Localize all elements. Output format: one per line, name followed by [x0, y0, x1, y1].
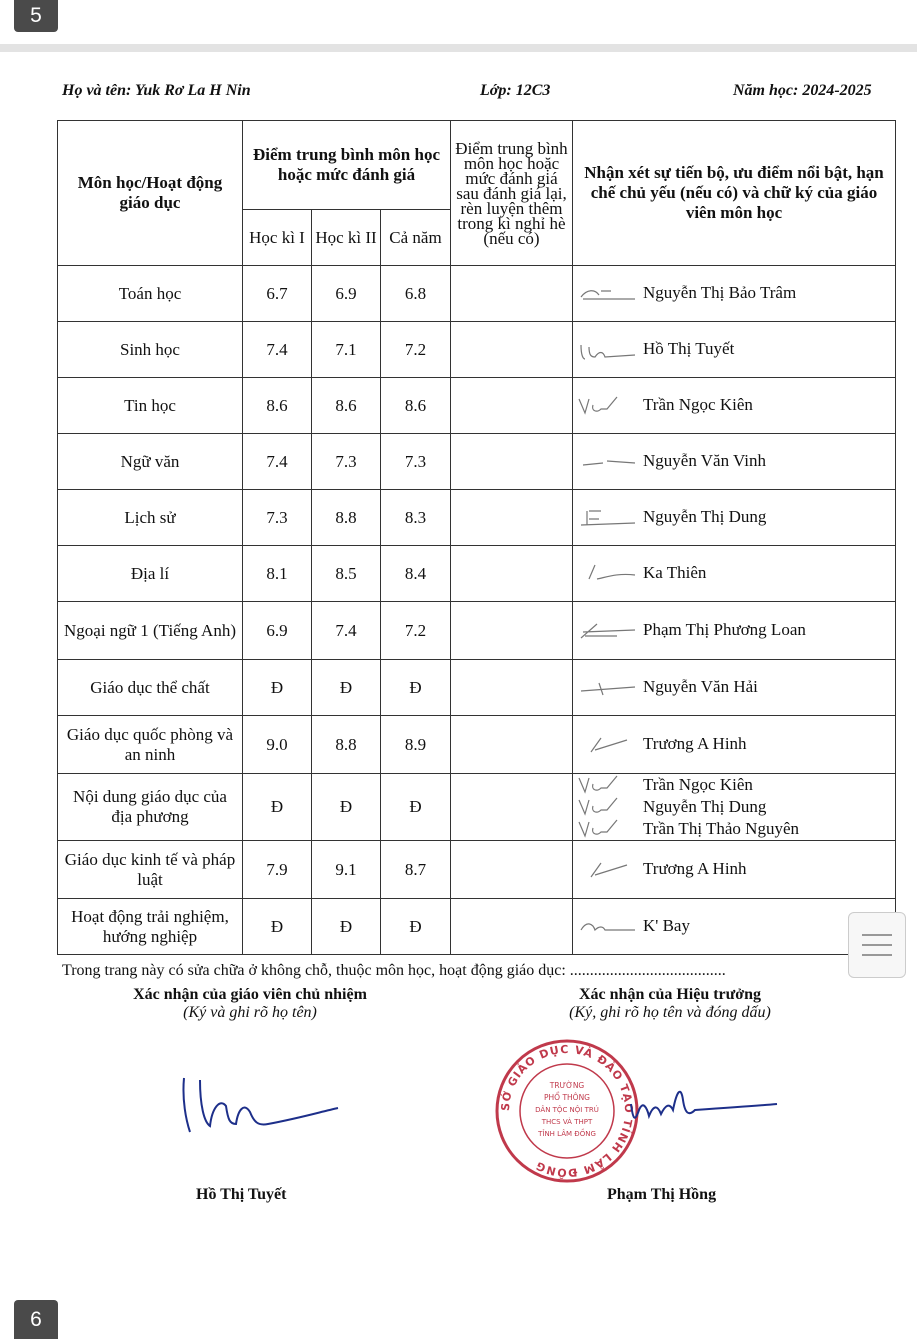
teacher-name: Trương A Hinh [643, 734, 747, 754]
hk1-score-cell: 7.3 [243, 490, 312, 546]
year-score-cell: 8.7 [381, 841, 451, 899]
menu-line-icon [862, 944, 892, 946]
hk1-score-cell: 6.7 [243, 266, 312, 322]
hk1-score-cell: 6.9 [243, 602, 312, 660]
teacher-name: Nguyễn Thị Dung [643, 507, 767, 527]
teacher-signature [577, 339, 637, 361]
col-comment-header: Nhận xét sự tiến bộ, ưu điểm nổi bật, hạn chế chủ yếu (nếu có) và chữ ký của giáo viên môn học [573, 121, 896, 266]
year-score-cell: 8.9 [381, 716, 451, 774]
principal-title: Xác nhận của Hiệu trưởng [578, 986, 762, 1003]
homeroom-subtitle: (Ký và ghi rõ họ tên) [183, 1004, 317, 1021]
hk2-score-cell: 8.8 [312, 490, 381, 546]
hk2-score-cell: 6.9 [312, 266, 381, 322]
hk2-score-cell: 8.6 [312, 378, 381, 434]
hk1-score-cell: Đ [243, 899, 312, 955]
teacher-signature [577, 818, 637, 840]
teacher-cell [573, 546, 896, 602]
hk1-score-cell: 7.4 [243, 434, 312, 490]
grades-table [57, 120, 896, 955]
teacher-signature [577, 677, 637, 699]
page-separator [0, 44, 917, 52]
stamp-line: TỈNH LÂM ĐỒNG [538, 1130, 596, 1138]
hk2-score-cell: 9.1 [312, 841, 381, 899]
subject-cell: Giáo dục kinh tế và pháp luật [58, 841, 243, 899]
teacher-name: Phạm Thị Phương Loan [643, 620, 806, 640]
teacher-name: Nguyễn Thị Dung [643, 797, 767, 816]
teacher-line [577, 796, 892, 818]
table-row [58, 266, 896, 322]
hk2-score-cell: Đ [312, 660, 381, 716]
teacher-line [577, 915, 892, 937]
principal-signature [625, 1080, 785, 1130]
teacher-name: Trần Ngọc Kiên [643, 395, 753, 415]
teacher-name: Nguyễn Văn Vinh [643, 451, 767, 471]
teacher-name: Trần Ngọc Kiên [643, 775, 753, 794]
hk1-score-cell: 7.9 [243, 841, 312, 899]
teacher-signature [577, 395, 637, 417]
col-hk2-header: Học kì II [312, 210, 381, 266]
retest-score-cell [451, 322, 573, 378]
table-row [58, 490, 896, 546]
teacher-name: Hồ Thị Tuyết [643, 339, 735, 359]
subject-cell: Địa lí [58, 546, 243, 602]
table-row [58, 716, 896, 774]
teacher-signature [577, 451, 637, 473]
hk2-score-cell: 7.3 [312, 434, 381, 490]
teacher-cell [573, 660, 896, 716]
teacher-signature [577, 563, 637, 585]
teacher-signature [577, 796, 637, 818]
teacher-name: Trương A Hinh [643, 859, 747, 879]
col-subject-header: Môn học/Hoạt động giáo dục [58, 121, 243, 266]
hk1-score-cell: 8.1 [243, 546, 312, 602]
page-number-badge: 6 [14, 1300, 58, 1339]
hk1-score-cell: Đ [243, 660, 312, 716]
teacher-name: Trần Thị Thảo Nguyên [643, 819, 799, 838]
school-stamp [492, 1036, 642, 1186]
hk2-score-cell: 8.8 [312, 716, 381, 774]
year-score-cell: 8.3 [381, 490, 451, 546]
subject-cell: Ngoại ngữ 1 (Tiếng Anh) [58, 602, 243, 660]
teacher-signature [577, 507, 637, 529]
teacher-cell [573, 434, 896, 490]
table-row [58, 841, 896, 899]
hk2-score-cell: 7.4 [312, 602, 381, 660]
hk2-score-cell: Đ [312, 899, 381, 955]
table-row [58, 322, 896, 378]
retest-score-cell [451, 841, 573, 899]
table-row [58, 660, 896, 716]
hk1-score-cell: 9.0 [243, 716, 312, 774]
homeroom-title: Xác nhận của giáo viên chủ nhiệm [133, 986, 367, 1003]
year-score-cell: 8.4 [381, 546, 451, 602]
retest-score-cell [451, 490, 573, 546]
year-score-cell: 6.8 [381, 266, 451, 322]
teacher-signature [577, 283, 637, 305]
teacher-line [577, 282, 892, 304]
hk2-score-cell: Đ [312, 774, 381, 841]
homeroom-signature [170, 1060, 350, 1140]
retest-score-cell [451, 378, 573, 434]
subject-cell: Hoạt động trải nghiệm, hướng nghiệp [58, 899, 243, 955]
table-row [58, 378, 896, 434]
teacher-line [577, 676, 892, 698]
year-score-cell: 8.6 [381, 378, 451, 434]
subject-cell: Nội dung giáo dục của địa phương [58, 774, 243, 841]
col-average-header: Điểm trung bình môn học hoặc mức đánh giá [243, 121, 451, 210]
subject-cell: Giáo dục quốc phòng và an ninh [58, 716, 243, 774]
subject-cell: Toán học [58, 266, 243, 322]
principal-subtitle: (Ký, ghi rõ họ tên và đóng dấu) [569, 1004, 771, 1021]
table-row [58, 434, 896, 490]
student-name: Họ và tên: Yuk Rơ La H Nin [62, 82, 251, 99]
teacher-name: Ka Thiên [643, 563, 707, 583]
stamp-line: THCS VÀ THPT [541, 1118, 593, 1126]
subject-cell: Tin học [58, 378, 243, 434]
teacher-signature [577, 916, 637, 938]
col-retest-header: Điểm trung bình môn học hoặc mức đánh giá sau đánh giá lại, rèn luyện thêm trong kì nghỉ hè (nếu có) [451, 121, 573, 266]
subject-cell: Ngữ văn [58, 434, 243, 490]
stamp-line: PHỔ THÔNG [544, 1093, 590, 1102]
teacher-line [577, 450, 892, 472]
teacher-cell [573, 490, 896, 546]
teacher-cell [573, 716, 896, 774]
hk2-score-cell: 7.1 [312, 322, 381, 378]
school-year: Năm học: 2024-2025 [733, 82, 872, 99]
homeroom-confirm [100, 986, 400, 1022]
retest-score-cell [451, 774, 573, 841]
year-score-cell: Đ [381, 899, 451, 955]
year-score-cell: 7.3 [381, 434, 451, 490]
teacher-line [577, 818, 892, 840]
hk1-score-cell: 8.6 [243, 378, 312, 434]
year-score-cell: Đ [381, 660, 451, 716]
teacher-signature [577, 859, 637, 881]
teacher-name: Nguyễn Thị Bảo Trâm [643, 283, 797, 303]
homeroom-name: Hồ Thị Tuyết [196, 1186, 287, 1203]
class-label: Lớp: 12C3 [480, 82, 551, 99]
retest-score-cell [451, 434, 573, 490]
col-hk1-header: Học kì I [243, 210, 312, 266]
teacher-signature [577, 734, 637, 756]
teacher-cell [573, 378, 896, 434]
table-row [58, 899, 896, 955]
subject-cell: Sinh học [58, 322, 243, 378]
year-score-cell: 7.2 [381, 322, 451, 378]
col-year-header: Cả năm [381, 210, 451, 266]
principal-name: Phạm Thị Hồng [607, 1186, 717, 1203]
year-score-cell: 7.2 [381, 602, 451, 660]
table-row [58, 546, 896, 602]
menu-button[interactable] [848, 912, 906, 978]
menu-line-icon [862, 934, 892, 936]
stamp-line: DÂN TỘC NỘI TRÚ [535, 1106, 599, 1114]
retest-score-cell [451, 660, 573, 716]
teacher-cell [573, 841, 896, 899]
retest-score-cell [451, 716, 573, 774]
teacher-line [577, 506, 892, 528]
teacher-line [577, 338, 892, 360]
page-number-badge: 5 [14, 0, 58, 32]
teacher-line [577, 394, 892, 416]
teacher-signature [577, 774, 637, 796]
hk1-score-cell: Đ [243, 774, 312, 841]
correction-note: Trong trang này có sửa chữa ở không chỗ, thuộc môn học, hoạt động giáo dục: ....................................... [62, 962, 726, 979]
table-row [58, 602, 896, 660]
teacher-name: K' Bay [643, 916, 690, 936]
teacher-line [577, 774, 892, 796]
table-row [58, 774, 896, 841]
retest-score-cell [451, 899, 573, 955]
year-score-cell: Đ [381, 774, 451, 841]
subject-cell: Lịch sử [58, 490, 243, 546]
stamp-line: TRƯỜNG [549, 1081, 585, 1090]
subject-cell: Giáo dục thể chất [58, 660, 243, 716]
teacher-line [577, 562, 892, 584]
stamp-ring-text: SỞ GIÁO DỤC VÀ ĐÀO TẠO TỈNH LÂM ĐỒNG [498, 1042, 636, 1180]
retest-score-cell [451, 266, 573, 322]
menu-line-icon [862, 954, 892, 956]
hk2-score-cell: 8.5 [312, 546, 381, 602]
teacher-cell [573, 602, 896, 660]
teacher-cell [573, 266, 896, 322]
teacher-line [577, 619, 892, 641]
teacher-line [577, 733, 892, 755]
retest-score-cell [451, 602, 573, 660]
teacher-name: Nguyễn Văn Hải [643, 677, 758, 697]
teacher-signature [577, 620, 637, 642]
teacher-cell [573, 774, 896, 841]
teacher-cell [573, 322, 896, 378]
principal-confirm [530, 986, 810, 1022]
hk1-score-cell: 7.4 [243, 322, 312, 378]
retest-score-cell [451, 546, 573, 602]
teacher-line [577, 858, 892, 880]
